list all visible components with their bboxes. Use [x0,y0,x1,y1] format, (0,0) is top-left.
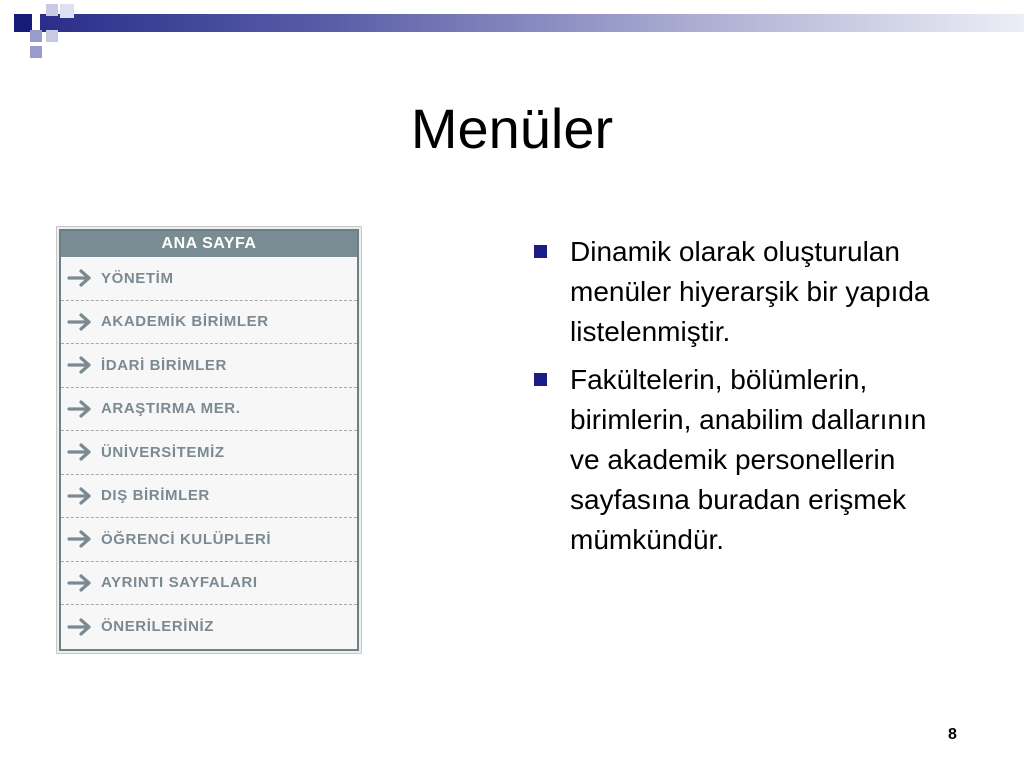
menu-header-home[interactable]: ANA SAYFA [61,231,357,257]
menu-item-label: AKADEMİK BİRİMLER [101,313,269,331]
bullet-item [532,360,962,560]
menu-item-label: ÜNİVERSİTEMİZ [101,443,225,461]
decor-square [46,4,58,16]
menu-screenshot [56,226,362,654]
slide-title: Menüler [410,97,614,160]
right-arrow-icon [67,442,95,462]
menu-box [59,229,359,651]
menu-item-label: DIŞ BİRİMLER [101,487,210,505]
menu-item[interactable] [61,475,357,519]
menu-item-label: İDARİ BİRİMLER [101,356,227,374]
bullet-item [532,232,962,352]
menu-item[interactable] [61,562,357,606]
bullet-text: Fakültelerin, bölümlerin, birimlerin, anabilim dallarının ve akademik personellerin sayfasına buradan erişmek mümkündür. [570,364,927,555]
menu-item-label: ÖĞRENCİ KULÜPLERİ [101,530,272,548]
right-arrow-icon [67,617,95,637]
menu-item[interactable] [61,301,357,345]
right-arrow-icon [67,399,95,419]
decor-square [46,30,58,42]
square-bullet-icon [534,373,547,386]
right-arrow-icon [67,355,95,375]
menu-item-label: ARAŞTIRMA MER. [101,400,241,418]
menu-item[interactable] [61,344,357,388]
bullet-list [532,232,962,568]
menu-item[interactable] [61,257,357,301]
right-arrow-icon [67,573,95,593]
menu-item-label: YÖNETİM [101,269,174,287]
decor-square [60,4,74,18]
square-bullet-icon [534,245,547,258]
menu-item-label: AYRINTI SAYFALARI [101,574,258,592]
menu-item[interactable] [61,605,357,649]
page-number: 8 [948,726,957,743]
decor-square [30,46,42,58]
menu-item[interactable] [61,431,357,475]
right-arrow-icon [67,529,95,549]
right-arrow-icon [67,486,95,506]
header-gradient-bar [40,14,1024,32]
menu-item-label: ÖNERİLERİNİZ [101,618,215,636]
right-arrow-icon [67,312,95,332]
right-arrow-icon [67,268,95,288]
menu-item[interactable] [61,518,357,562]
menu-item[interactable] [61,388,357,432]
menu-item-list [61,257,357,649]
decor-square [30,30,42,42]
bullet-text: Dinamik olarak oluşturulan menüler hiyerarşik bir yapıda listelenmiştir. [570,236,930,347]
